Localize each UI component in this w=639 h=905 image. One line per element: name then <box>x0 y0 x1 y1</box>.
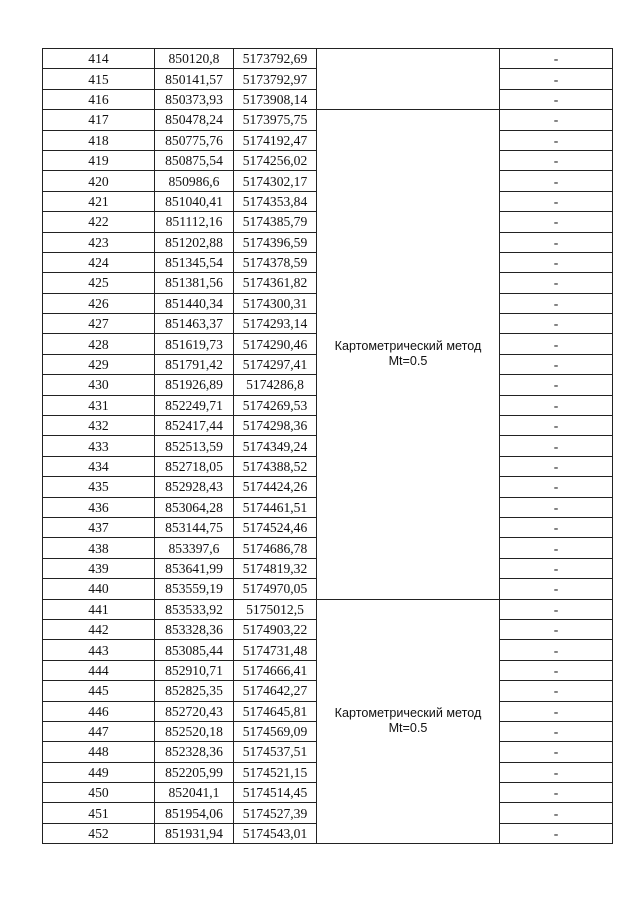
point-number-cell: 426 <box>43 293 155 313</box>
x-coordinate-cell: 851345,54 <box>155 252 234 272</box>
y-coordinate-cell: 5174461,51 <box>234 497 317 517</box>
note-cell: - <box>500 232 613 252</box>
point-number-cell: 440 <box>43 579 155 599</box>
point-number-cell: 433 <box>43 436 155 456</box>
x-coordinate-cell: 851381,56 <box>155 273 234 293</box>
note-cell: - <box>500 497 613 517</box>
note-cell: - <box>500 89 613 109</box>
note-cell: - <box>500 456 613 476</box>
note-cell: - <box>500 416 613 436</box>
note-cell: - <box>500 110 613 130</box>
x-coordinate-cell: 851202,88 <box>155 232 234 252</box>
x-coordinate-cell: 851440,34 <box>155 293 234 313</box>
point-number-cell: 444 <box>43 660 155 680</box>
note-cell: - <box>500 395 613 415</box>
coordinates-table-body <box>43 49 613 844</box>
y-coordinate-cell: 5174256,02 <box>234 150 317 170</box>
point-number-cell: 430 <box>43 375 155 395</box>
y-coordinate-cell: 5174686,78 <box>234 538 317 558</box>
x-coordinate-cell: 853533,92 <box>155 599 234 619</box>
point-number-cell: 445 <box>43 681 155 701</box>
x-coordinate-cell: 850478,24 <box>155 110 234 130</box>
note-cell: - <box>500 314 613 334</box>
point-number-cell: 443 <box>43 640 155 660</box>
y-coordinate-cell: 5174396,59 <box>234 232 317 252</box>
y-coordinate-cell: 5174731,48 <box>234 640 317 660</box>
note-cell: - <box>500 130 613 150</box>
note-cell: - <box>500 783 613 803</box>
method-text-line: Картометрический метод <box>334 706 482 721</box>
x-coordinate-cell: 853144,75 <box>155 517 234 537</box>
note-cell: - <box>500 538 613 558</box>
x-coordinate-cell: 850986,6 <box>155 171 234 191</box>
y-coordinate-cell: 5174645,81 <box>234 701 317 721</box>
y-coordinate-cell: 5174293,14 <box>234 314 317 334</box>
y-coordinate-cell: 5174297,41 <box>234 354 317 374</box>
point-number-cell: 436 <box>43 497 155 517</box>
note-cell: - <box>500 742 613 762</box>
x-coordinate-cell: 853085,44 <box>155 640 234 660</box>
note-cell: - <box>500 354 613 374</box>
point-number-cell: 422 <box>43 212 155 232</box>
y-coordinate-cell: 5174970,05 <box>234 579 317 599</box>
y-coordinate-cell: 5174527,39 <box>234 803 317 823</box>
note-cell: - <box>500 191 613 211</box>
point-number-cell: 434 <box>43 456 155 476</box>
x-coordinate-cell: 851619,73 <box>155 334 234 354</box>
y-coordinate-cell: 5174353,84 <box>234 191 317 211</box>
table-row <box>43 49 613 69</box>
point-number-cell: 429 <box>43 354 155 374</box>
point-number-cell: 446 <box>43 701 155 721</box>
x-coordinate-cell: 852910,71 <box>155 660 234 680</box>
y-coordinate-cell: 5174537,51 <box>234 742 317 762</box>
point-number-cell: 418 <box>43 130 155 150</box>
y-coordinate-cell: 5174642,27 <box>234 681 317 701</box>
point-number-cell: 419 <box>43 150 155 170</box>
y-coordinate-cell: 5174378,59 <box>234 252 317 272</box>
note-cell: - <box>500 558 613 578</box>
x-coordinate-cell: 852041,1 <box>155 783 234 803</box>
note-cell: - <box>500 762 613 782</box>
method-text-line: Картометрический метод <box>334 339 482 354</box>
point-number-cell: 431 <box>43 395 155 415</box>
y-coordinate-cell: 5174361,82 <box>234 273 317 293</box>
y-coordinate-cell: 5174298,36 <box>234 416 317 436</box>
x-coordinate-cell: 852328,36 <box>155 742 234 762</box>
x-coordinate-cell: 850373,93 <box>155 89 234 109</box>
point-number-cell: 447 <box>43 721 155 741</box>
x-coordinate-cell: 853559,19 <box>155 579 234 599</box>
note-cell: - <box>500 619 613 639</box>
y-coordinate-cell: 5174385,79 <box>234 212 317 232</box>
point-number-cell: 417 <box>43 110 155 130</box>
y-coordinate-cell: 5174349,24 <box>234 436 317 456</box>
y-coordinate-cell: 5173792,69 <box>234 49 317 69</box>
y-coordinate-cell: 5174424,26 <box>234 477 317 497</box>
table-row <box>43 599 613 619</box>
point-number-cell: 414 <box>43 49 155 69</box>
point-number-cell: 428 <box>43 334 155 354</box>
note-cell: - <box>500 212 613 232</box>
x-coordinate-cell: 852718,05 <box>155 456 234 476</box>
x-coordinate-cell: 852825,35 <box>155 681 234 701</box>
note-cell: - <box>500 823 613 843</box>
note-cell: - <box>500 640 613 660</box>
point-number-cell: 438 <box>43 538 155 558</box>
y-coordinate-cell: 5174514,45 <box>234 783 317 803</box>
point-number-cell: 427 <box>43 314 155 334</box>
y-coordinate-cell: 5174300,31 <box>234 293 317 313</box>
point-number-cell: 448 <box>43 742 155 762</box>
point-number-cell: 423 <box>43 232 155 252</box>
y-coordinate-cell: 5174388,52 <box>234 456 317 476</box>
y-coordinate-cell: 5174524,46 <box>234 517 317 537</box>
method-text-line: Mt=0.5 <box>388 721 428 736</box>
y-coordinate-cell: 5173908,14 <box>234 89 317 109</box>
method-cell <box>317 110 500 599</box>
note-cell: - <box>500 681 613 701</box>
note-cell: - <box>500 150 613 170</box>
note-cell: - <box>500 69 613 89</box>
x-coordinate-cell: 853328,36 <box>155 619 234 639</box>
y-coordinate-cell: 5174543,01 <box>234 823 317 843</box>
y-coordinate-cell: 5174286,8 <box>234 375 317 395</box>
y-coordinate-cell: 5175012,5 <box>234 599 317 619</box>
note-cell: - <box>500 49 613 69</box>
x-coordinate-cell: 852417,44 <box>155 416 234 436</box>
y-coordinate-cell: 5174521,15 <box>234 762 317 782</box>
point-number-cell: 416 <box>43 89 155 109</box>
x-coordinate-cell: 853064,28 <box>155 497 234 517</box>
point-number-cell: 439 <box>43 558 155 578</box>
x-coordinate-cell: 852928,43 <box>155 477 234 497</box>
y-coordinate-cell: 5174569,09 <box>234 721 317 741</box>
y-coordinate-cell: 5174666,41 <box>234 660 317 680</box>
note-cell: - <box>500 273 613 293</box>
note-cell: - <box>500 701 613 721</box>
note-cell: - <box>500 293 613 313</box>
note-cell: - <box>500 375 613 395</box>
x-coordinate-cell: 851463,37 <box>155 314 234 334</box>
y-coordinate-cell: 5174192,47 <box>234 130 317 150</box>
table-row <box>43 110 613 130</box>
point-number-cell: 450 <box>43 783 155 803</box>
note-cell: - <box>500 721 613 741</box>
y-coordinate-cell: 5174269,53 <box>234 395 317 415</box>
note-cell: - <box>500 334 613 354</box>
y-coordinate-cell: 5174903,22 <box>234 619 317 639</box>
point-number-cell: 432 <box>43 416 155 436</box>
method-cell <box>317 599 500 844</box>
note-cell: - <box>500 252 613 272</box>
point-number-cell: 435 <box>43 477 155 497</box>
y-coordinate-cell: 5174290,46 <box>234 334 317 354</box>
x-coordinate-cell: 852520,18 <box>155 721 234 741</box>
point-number-cell: 449 <box>43 762 155 782</box>
point-number-cell: 451 <box>43 803 155 823</box>
note-cell: - <box>500 477 613 497</box>
x-coordinate-cell: 850120,8 <box>155 49 234 69</box>
note-cell: - <box>500 660 613 680</box>
note-cell: - <box>500 579 613 599</box>
x-coordinate-cell: 850775,76 <box>155 130 234 150</box>
point-number-cell: 424 <box>43 252 155 272</box>
point-number-cell: 442 <box>43 619 155 639</box>
x-coordinate-cell: 851112,16 <box>155 212 234 232</box>
note-cell: - <box>500 436 613 456</box>
x-coordinate-cell: 851791,42 <box>155 354 234 374</box>
y-coordinate-cell: 5174819,32 <box>234 558 317 578</box>
point-number-cell: 437 <box>43 517 155 537</box>
point-number-cell: 441 <box>43 599 155 619</box>
x-coordinate-cell: 851926,89 <box>155 375 234 395</box>
method-cell <box>317 49 500 110</box>
y-coordinate-cell: 5173792,97 <box>234 69 317 89</box>
point-number-cell: 415 <box>43 69 155 89</box>
y-coordinate-cell: 5173975,75 <box>234 110 317 130</box>
x-coordinate-cell: 852720,43 <box>155 701 234 721</box>
point-number-cell: 425 <box>43 273 155 293</box>
note-cell: - <box>500 599 613 619</box>
method-text-line: Mt=0.5 <box>388 354 428 369</box>
x-coordinate-cell: 853397,6 <box>155 538 234 558</box>
coordinates-table <box>42 48 613 844</box>
point-number-cell: 421 <box>43 191 155 211</box>
note-cell: - <box>500 517 613 537</box>
x-coordinate-cell: 853641,99 <box>155 558 234 578</box>
x-coordinate-cell: 850875,54 <box>155 150 234 170</box>
x-coordinate-cell: 851931,94 <box>155 823 234 843</box>
note-cell: - <box>500 171 613 191</box>
note-cell: - <box>500 803 613 823</box>
x-coordinate-cell: 852249,71 <box>155 395 234 415</box>
x-coordinate-cell: 852513,59 <box>155 436 234 456</box>
point-number-cell: 452 <box>43 823 155 843</box>
y-coordinate-cell: 5174302,17 <box>234 171 317 191</box>
point-number-cell: 420 <box>43 171 155 191</box>
x-coordinate-cell: 851954,06 <box>155 803 234 823</box>
x-coordinate-cell: 851040,41 <box>155 191 234 211</box>
x-coordinate-cell: 852205,99 <box>155 762 234 782</box>
x-coordinate-cell: 850141,57 <box>155 69 234 89</box>
